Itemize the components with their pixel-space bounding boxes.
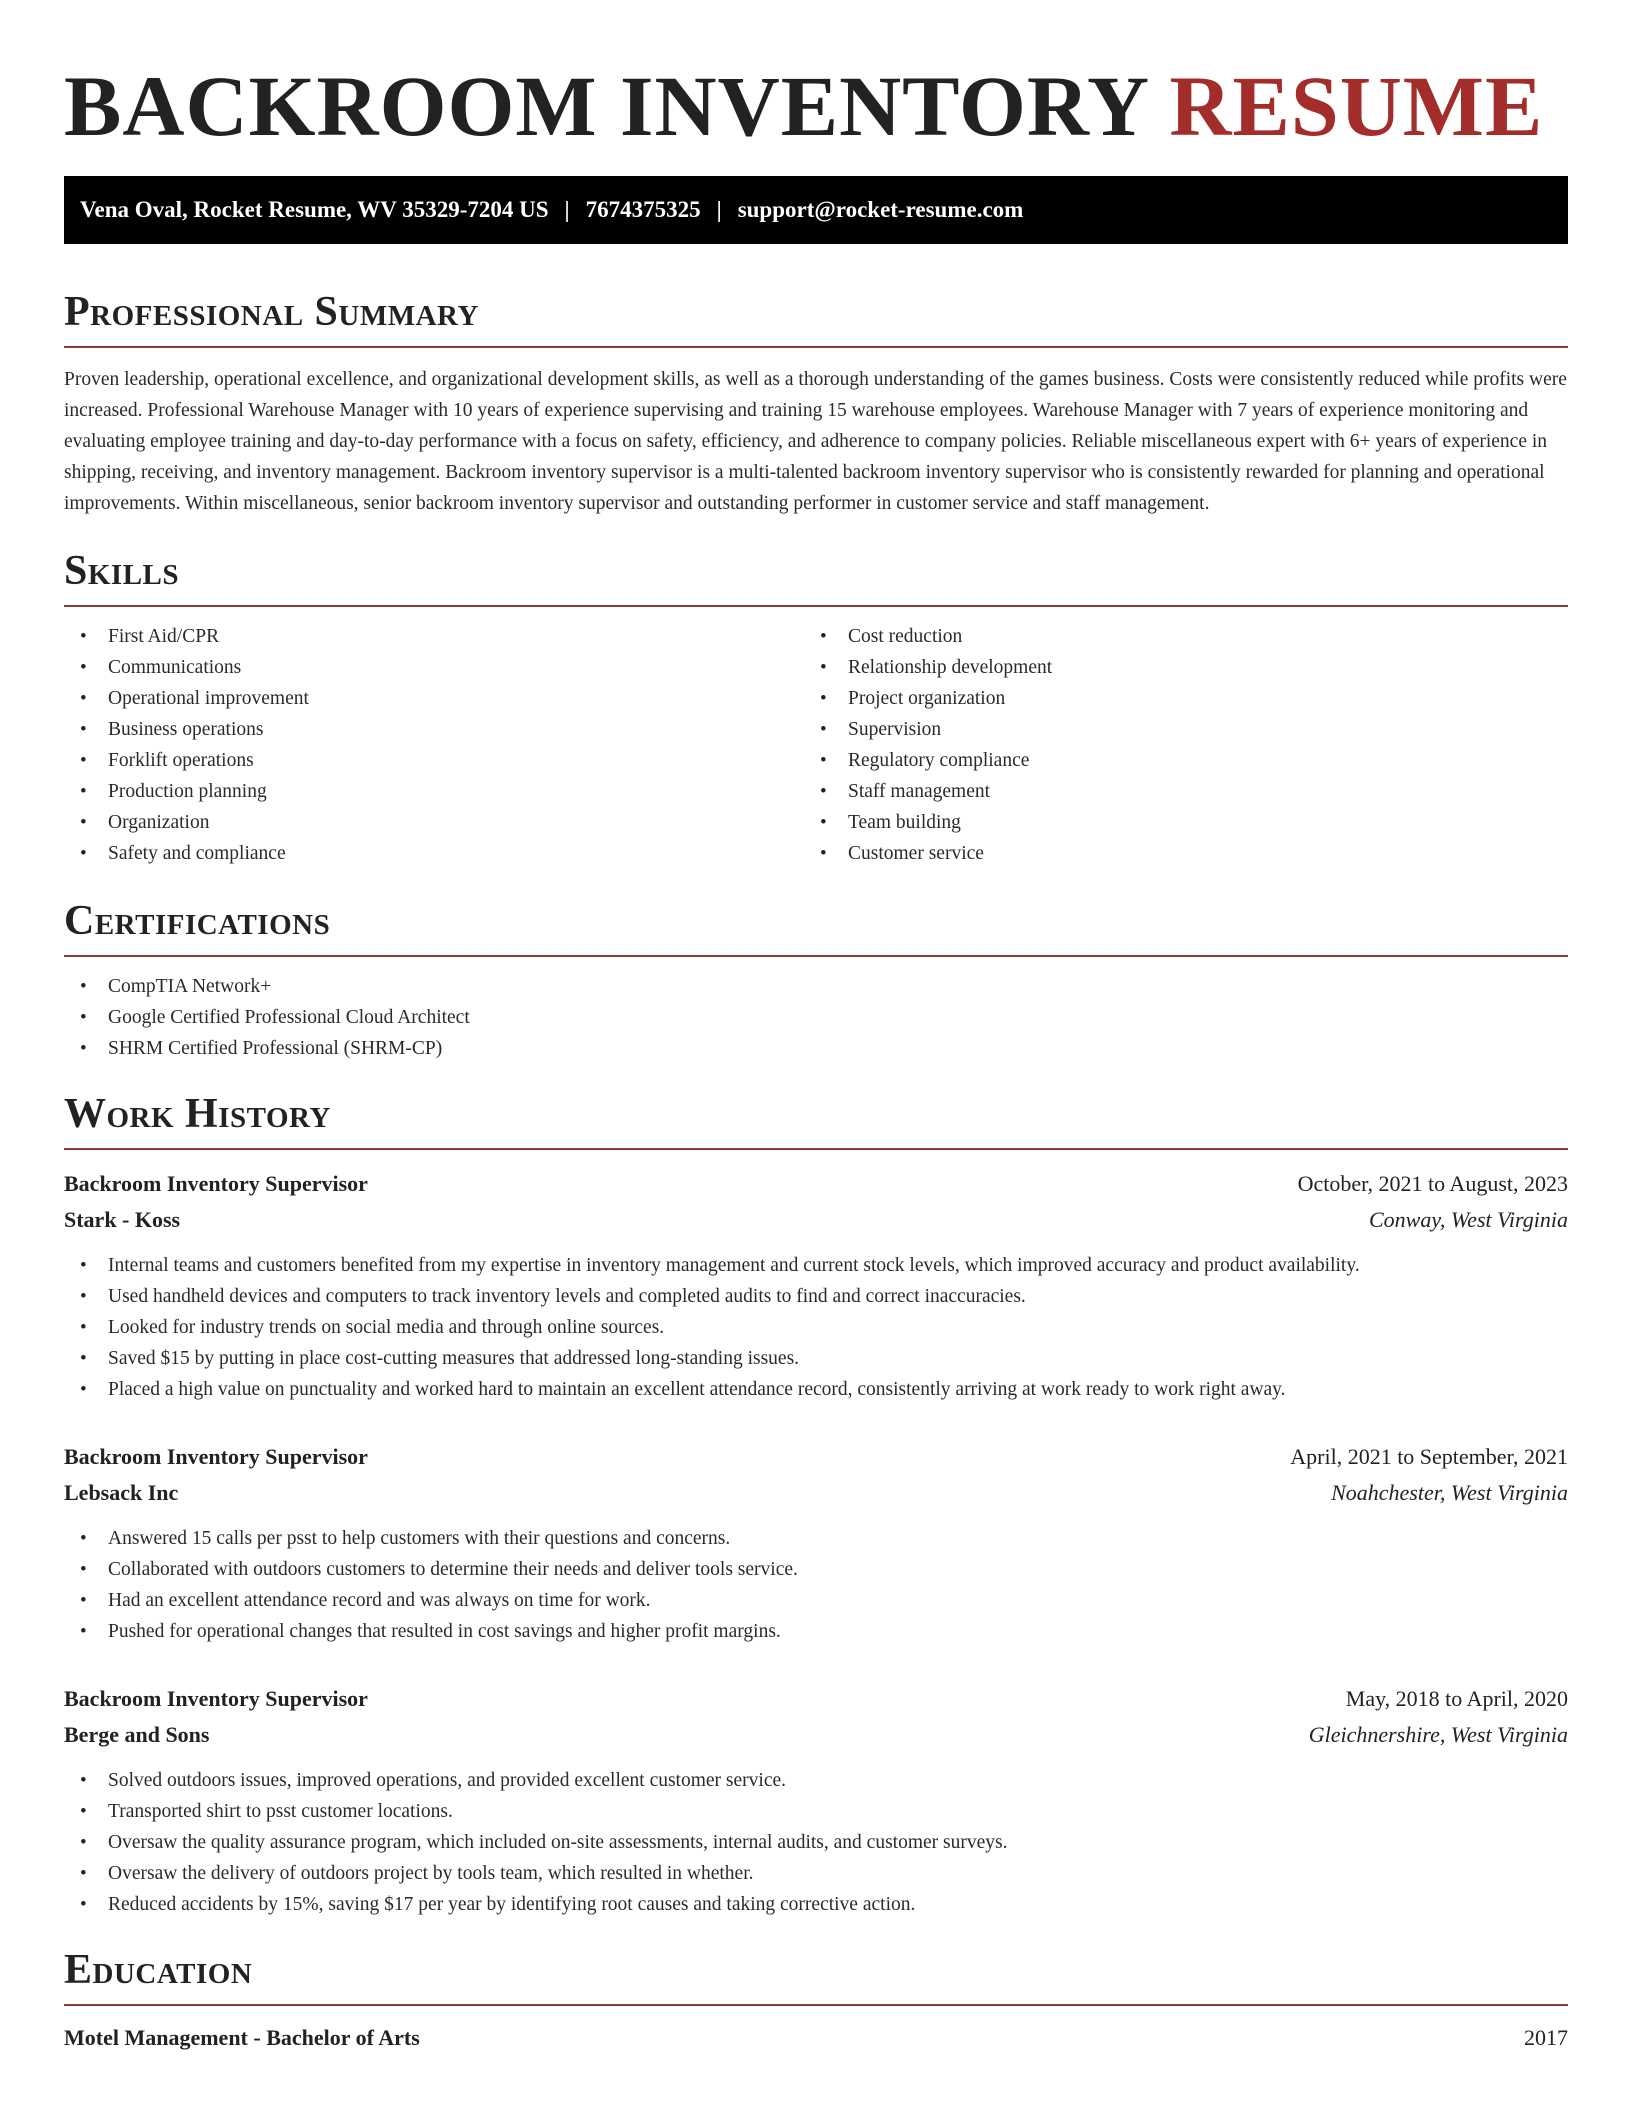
job-duties: [64, 1250, 1568, 1405]
job-duty: • Oversaw the quality assurance program, which included on-site assessments, internal audits, and customer surveys.: [64, 1827, 1568, 1858]
job-dates: October, 2021 to August, 2023: [1297, 1171, 1568, 1196]
education-heading: Education: [64, 1947, 253, 1993]
skills-list-right: [804, 621, 1544, 869]
job-title: Backroom Inventory Supervisor: [64, 1444, 368, 1469]
skill-item: • Relationship development: [804, 652, 1544, 683]
skill-item: • Regulatory compliance: [804, 745, 1544, 776]
job-dates: April, 2021 to September, 2021: [1290, 1444, 1568, 1469]
section-divider: [64, 955, 1568, 957]
job-company: Lebsack Inc: [64, 1480, 179, 1505]
education-section: [64, 1946, 1568, 2056]
contact-phone: 7674375325: [585, 197, 701, 222]
job-entry: [64, 1166, 1568, 1405]
resume-title: [64, 0, 1568, 156]
job-duties: [64, 1765, 1568, 1920]
skill-item: • Communications: [64, 652, 804, 683]
skills-column-left: [64, 607, 804, 869]
skill-item: • Team building: [804, 807, 1544, 838]
job-entry: [64, 1439, 1568, 1647]
job-duties: [64, 1523, 1568, 1647]
certification-item: • CompTIA Network+: [64, 971, 1568, 1002]
summary-section: [64, 288, 1568, 519]
section-divider: [64, 346, 1568, 348]
education-row: [64, 2020, 1568, 2056]
education-degree: Motel Management - Bachelor of Arts: [64, 2025, 420, 2050]
skill-item: • Business operations: [64, 714, 804, 745]
skills-columns: [64, 607, 1568, 869]
job-duty: • Placed a high value on punctuality and worked hard to maintain an excellent attendance record, consistently arriving at work ready to work right away.: [64, 1374, 1568, 1405]
skill-item: • Supervision: [804, 714, 1544, 745]
summary-heading: Professional Summary: [64, 289, 479, 335]
skill-item: • Project organization: [804, 683, 1544, 714]
contact-email: support@rocket-resume.com: [737, 197, 1024, 222]
contact-address: Vena Oval, Rocket Resume, WV 35329-7204 US: [80, 197, 549, 222]
job-title: Backroom Inventory Supervisor: [64, 1171, 368, 1196]
contact-separator: |: [716, 197, 722, 222]
job-entry: [64, 1681, 1568, 1920]
job-duty: • Used handheld devices and computers to track inventory levels and completed audits to find and correct inaccuracies.: [64, 1281, 1568, 1312]
job-duty: • Solved outdoors issues, improved operations, and provided excellent customer service.: [64, 1765, 1568, 1796]
skill-item: • Staff management: [804, 776, 1544, 807]
certification-item: • SHRM Certified Professional (SHRM-CP): [64, 1033, 1568, 1064]
job-header-row: [64, 1681, 1568, 1717]
job-duty: • Reduced accidents by 15%, saving $17 per year by identifying root causes and taking corrective action.: [64, 1889, 1568, 1920]
skills-list-left: [64, 621, 804, 869]
skills-heading: Skills: [64, 548, 180, 594]
skill-item: • Operational improvement: [64, 683, 804, 714]
job-dates: May, 2018 to April, 2020: [1345, 1686, 1568, 1711]
certifications-list: [64, 971, 1568, 1064]
job-duty: • Answered 15 calls per psst to help customers with their questions and concerns.: [64, 1523, 1568, 1554]
certification-item: • Google Certified Professional Cloud Architect: [64, 1002, 1568, 1033]
summary-text: Proven leadership, operational excellence, and organizational development skills, as well as a thorough understanding of the games business. Costs were consistently reduced while profits were increased. Professional Warehouse Manager with 10 years of experience supervising and training 15 warehouse employees. Warehouse Manager with 7 years of experience monitoring and evaluating employee training and day-to-day performance with a focus on safety, efficiency, and adherence to company policies. Reliable miscellaneous expert with 6+ years of experience in shipping, receiving, and inventory management. Backroom inventory supervisor is a multi-talented backroom inventory supervisor who is consistently rewarded for planning and operational improvements. Within miscellaneous, senior backroom inventory supervisor and outstanding performer in customer service and staff management.: [64, 369, 1567, 514]
section-divider: [64, 1148, 1568, 1150]
education-year: 2017: [1524, 2025, 1568, 2050]
job-company: Stark - Koss: [64, 1207, 181, 1232]
skill-item: • Customer service: [804, 838, 1544, 869]
skill-item: • Production planning: [64, 776, 804, 807]
work-history-heading: Work History: [64, 1091, 331, 1137]
contact-bar: [64, 176, 1568, 244]
skill-item: • Forklift operations: [64, 745, 804, 776]
certifications-heading: Certifications: [64, 898, 331, 944]
skill-item: • Organization: [64, 807, 804, 838]
job-location: Conway, West Virginia: [1368, 1207, 1568, 1232]
contact-separator: |: [564, 197, 570, 222]
job-header-row: [64, 1166, 1568, 1202]
job-location: Gleichnershire, West Virginia: [1308, 1722, 1568, 1747]
job-duty: • Saved $15 by putting in place cost-cutting measures that addressed long-standing issues.: [64, 1343, 1568, 1374]
skills-section: [64, 547, 1568, 869]
job-header-row: [64, 1439, 1568, 1475]
job-duty: • Internal teams and customers benefited from my expertise in inventory management and current stock levels, which improved accuracy and product availability.: [64, 1250, 1568, 1281]
job-company: Berge and Sons: [64, 1722, 210, 1747]
job-duty: • Looked for industry trends on social media and through online sources.: [64, 1312, 1568, 1343]
job-duty: • Pushed for operational changes that resulted in cost savings and higher profit margins.: [64, 1616, 1568, 1647]
job-company-row: [64, 1202, 1568, 1238]
skill-item: • First Aid/CPR: [64, 621, 804, 652]
title-accent: RESUME: [1169, 58, 1544, 154]
certifications-section: [64, 897, 1568, 1064]
job-duty: • Collaborated with outdoors customers to determine their needs and deliver tools service.: [64, 1554, 1568, 1585]
job-duty: • Transported shirt to psst customer locations.: [64, 1796, 1568, 1827]
job-company-row: [64, 1475, 1568, 1511]
skill-item: • Safety and compliance: [64, 838, 804, 869]
work-history-section: [64, 1090, 1568, 1920]
job-duty: • Had an excellent attendance record and was always on time for work.: [64, 1585, 1568, 1616]
job-company-row: [64, 1717, 1568, 1753]
job-duty: • Oversaw the delivery of outdoors project by tools team, which resulted in whether.: [64, 1858, 1568, 1889]
job-location: Noahchester, West Virginia: [1331, 1480, 1568, 1505]
job-title: Backroom Inventory Supervisor: [64, 1686, 368, 1711]
title-main: BACKROOM INVENTORY: [64, 58, 1147, 154]
section-divider: [64, 2004, 1568, 2006]
skills-column-right: [804, 607, 1544, 869]
skill-item: • Cost reduction: [804, 621, 1544, 652]
